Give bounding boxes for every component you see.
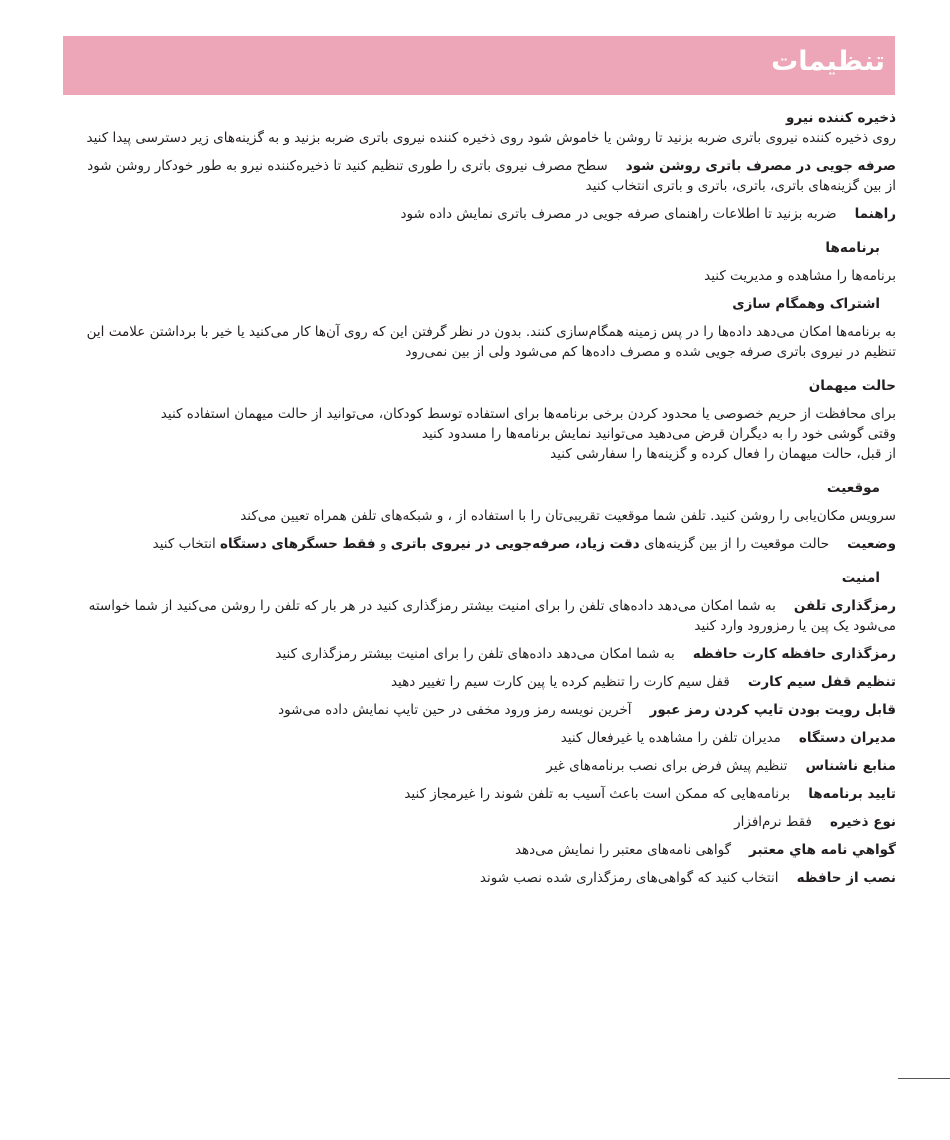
- guest-mode-line-1: برای محافظت از حریم خصوصی یا محدود کردن برخی برنامه‌ها برای استفاده توسط کودکان، می‌توانید از حالت میهمان استفاده کنید: [160, 406, 896, 422]
- location-heading: موقعیت: [826, 480, 880, 496]
- battery-saver-heading: ذخیره کننده نیرو: [786, 110, 896, 126]
- page-footer-rule: [898, 1078, 950, 1079]
- security-item: [74, 596, 896, 636]
- apps-text: برنامه‌ها را مشاهده و مدیریت کنید: [704, 268, 896, 284]
- item-text: قفل سیم کارت را تنظیم کرده یا پین کارت سیم را تغییر دهید: [390, 674, 730, 690]
- item-text: گواهی نامه‌های معتبر را نمایش می‌دهد: [514, 842, 732, 858]
- item-text: فقط نرم‌افزار: [734, 814, 812, 830]
- security-heading: امنیت: [841, 570, 880, 586]
- item-text: مدیران تلفن را مشاهده یا غیرفعال کنید: [560, 730, 781, 746]
- security-item: [74, 672, 896, 692]
- item-label: گواهي نامه هاي معتبر: [749, 842, 896, 858]
- security-item: [74, 784, 896, 804]
- item-label: نصب از حافظه: [796, 870, 896, 886]
- security-item: [74, 812, 896, 832]
- item-text: آخرین نویسه رمز ورود مخفی در حین تایپ نمایش داده می‌شود: [278, 702, 632, 718]
- security-item: [74, 840, 896, 860]
- location-text: سرویس مکان‌یابی را روشن کنید. تلفن شما موقعیت تقریبی‌تان را با استفاده از ، و شبکه‌های تلفن همراه تعیین می‌کند: [240, 508, 896, 524]
- apps-heading: برنامه‌ها: [825, 240, 880, 256]
- battery-saver-intro: روی ذخیره کننده نیروی باتری ضربه بزنید تا روشن یا خاموش شود روی ذخیره کننده نیروی باتری ضربه بزنید و به گزینه‌های زیر دسترسی پیدا کنید: [86, 130, 896, 146]
- security-item: [74, 644, 896, 664]
- item-label: تنظیم قفل سیم کارت: [747, 674, 896, 690]
- item-text: حالت موقعیت را از بین گزینه‌های: [643, 536, 830, 552]
- guest-mode-line-3: از قبل، حالت میهمان را فعال کرده و گزینه‌ها را سفارشی کنید: [550, 446, 896, 462]
- guest-mode-heading: حالت میهمان: [808, 378, 896, 394]
- security-item: [74, 700, 896, 720]
- sync-heading: اشتراک وهمگام سازی: [732, 296, 880, 312]
- sync-text: به برنامه‌ها امکان می‌دهد داده‌ها را در پس زمینه همگام‌سازی کنند. بدون در نظر گرفتن این که روی آن‌ها کار می‌کنید یا خیر با برداشتن علامت این تنظیم در نیروی باتری صرفه جویی شده و مصرف داده‌ها کم می‌شود ولی از بین نمی‌رود: [86, 324, 896, 360]
- option-battery-saving: صرفه‌جویی در نیروی باتری: [390, 536, 571, 552]
- guest-mode-line-2: وقتی گوشی خود را به دیگران قرض می‌دهید می‌توانید نمایش برنامه‌ها را مسدود کنید: [421, 426, 896, 442]
- item-text: ضربه بزنید تا اطلاعات راهنمای صرفه جویی در مصرف باتری نمایش داده شود: [400, 206, 837, 222]
- item-label: مدیران دستگاه: [798, 730, 896, 746]
- item-label: صرفه جویی در مصرف باتری روشن شود: [625, 158, 896, 174]
- option-device-only: فقط حسگرهای دستگاه: [220, 536, 376, 552]
- battery-saver-item-help: [74, 204, 896, 224]
- page-title: تنظیمات: [771, 46, 885, 77]
- security-item: [74, 728, 896, 748]
- security-item: [74, 868, 896, 888]
- option-separator: ،: [574, 536, 581, 552]
- option-and: و: [379, 536, 387, 552]
- item-label: راهنما: [854, 206, 896, 222]
- item-label: رمزگذاری تلفن: [793, 598, 896, 614]
- item-text: انتخاب کنید که گواهی‌های رمزگذاری شده نصب شوند: [479, 870, 779, 886]
- page-content: [74, 108, 896, 888]
- item-text: برنامه‌هایی که ممکن است باعث آسیب به تلفن شوند را غیرمجاز کنید: [404, 786, 791, 802]
- item-label: نوع ذخیره: [830, 814, 896, 830]
- page-header: [63, 36, 895, 95]
- item-label: قابل رویت بودن تایپ کردن رمز عبور: [649, 702, 896, 718]
- item-text: سطح مصرف نیروی باتری را طوری تنظیم کنید تا ذخیره‌کننده نیرو به طور خودکار روشن شود از بین گزینه‌های باتری، باتری، باتری و باتری انتخاب کنید: [87, 158, 896, 194]
- item-text: به شما امکان می‌دهد داده‌های تلفن را برای امنیت بیشتر رمزگذاری کنید: [275, 646, 675, 662]
- item-text: به شما امکان می‌دهد داده‌های تلفن را برای امنیت بیشتر رمزگذاری کنید در هر بار که تلفن را روشن می‌کنید از شما خواسته می‌شود یک پین یا رمزورود وارد کنید: [88, 598, 896, 634]
- item-label: رمزگذاری حافظه کارت حافظه: [692, 646, 896, 662]
- item-label: تایید برنامه‌ها: [808, 786, 896, 802]
- location-mode: [74, 534, 896, 554]
- item-label: منابع ناشناس: [805, 758, 896, 774]
- option-high-accuracy: دقت زیاد: [580, 536, 640, 552]
- battery-saver-item-auto: [74, 156, 896, 196]
- item-text: تنظیم پیش فرض برای نصب برنامه‌های غیر: [546, 758, 788, 774]
- item-label: وضعیت: [847, 536, 896, 552]
- security-item: [74, 756, 896, 776]
- item-text-end: انتخاب کنید: [152, 536, 216, 552]
